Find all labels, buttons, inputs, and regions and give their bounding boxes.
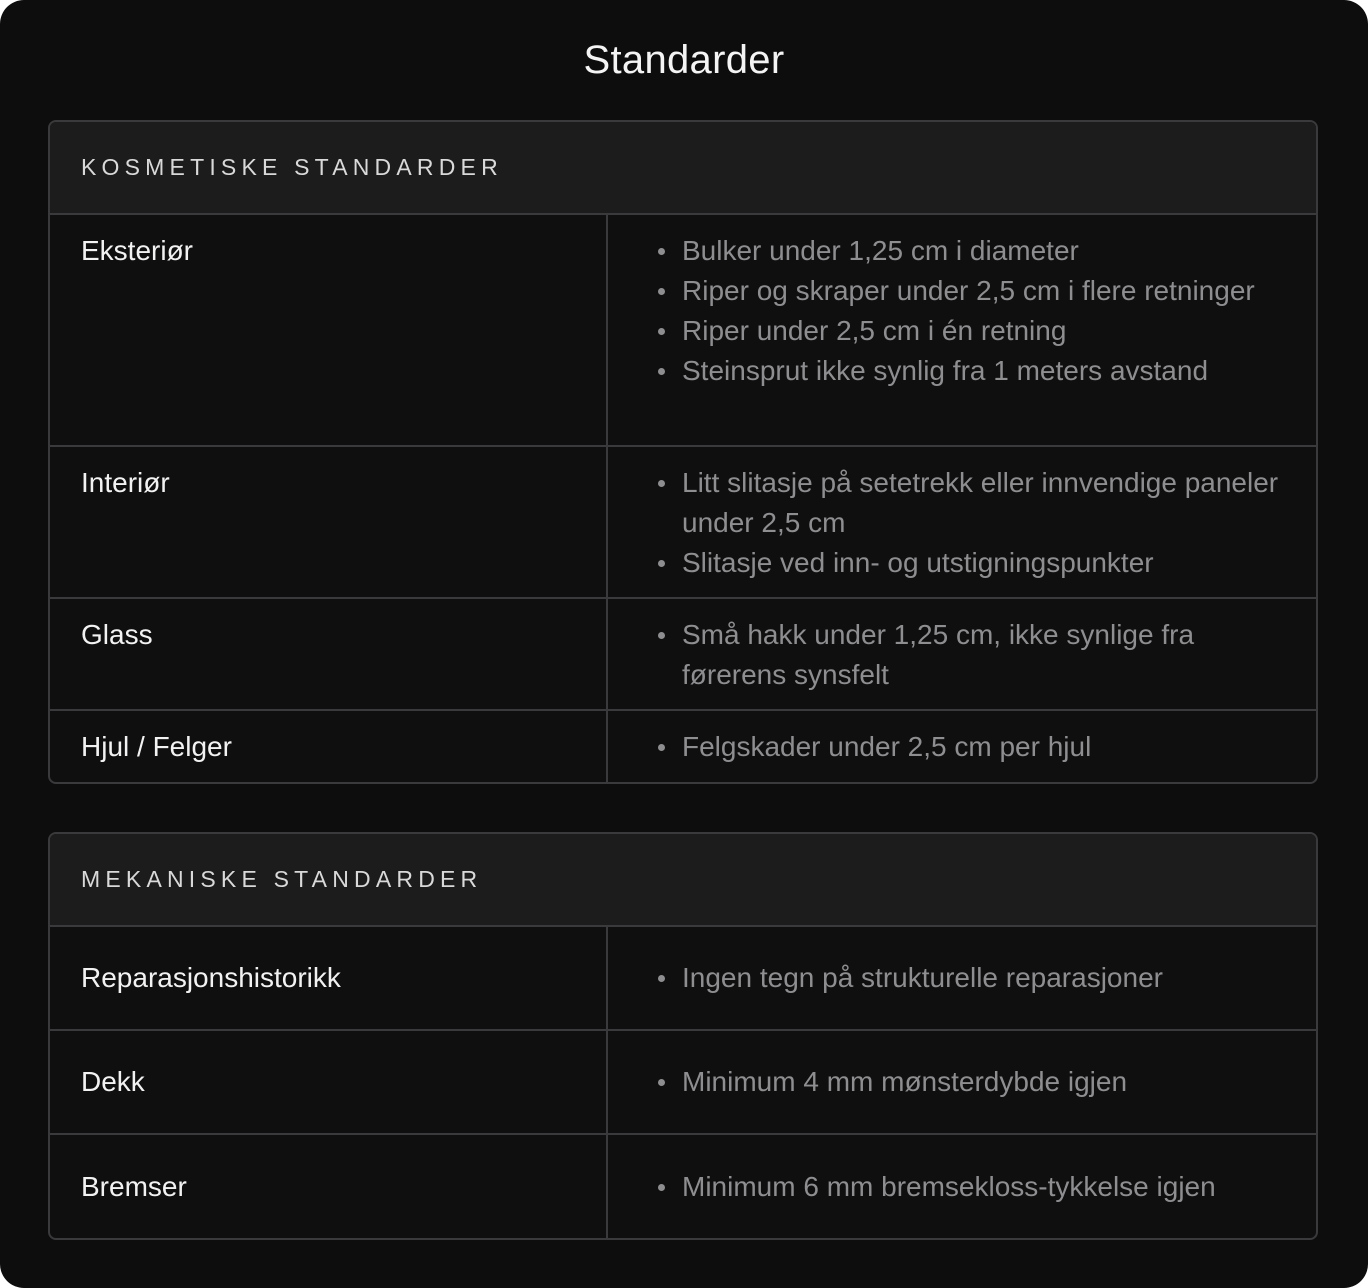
criteria-list bbox=[654, 231, 1296, 391]
table-row bbox=[50, 927, 1316, 1031]
table-row bbox=[50, 1135, 1316, 1239]
table-row bbox=[50, 1031, 1316, 1135]
list-item: Litt slitasje på setetrekk eller innvendige paneler under 2,5 cm bbox=[654, 463, 1296, 543]
criteria-list bbox=[654, 958, 1163, 998]
row-label: Hjul / Felger bbox=[50, 711, 608, 782]
list-item: Bulker under 1,25 cm i diameter bbox=[654, 231, 1296, 271]
table-row bbox=[50, 447, 1316, 599]
criteria-list bbox=[654, 727, 1296, 767]
list-item: Felgskader under 2,5 cm per hjul bbox=[654, 727, 1296, 767]
table-row bbox=[50, 599, 1316, 711]
row-criteria bbox=[608, 711, 1316, 782]
criteria-list bbox=[654, 463, 1296, 583]
row-criteria bbox=[608, 447, 1316, 597]
list-item: Steinsprut ikke synlig fra 1 meters avstand bbox=[654, 351, 1296, 391]
section-header bbox=[50, 122, 1316, 215]
table-row bbox=[50, 711, 1316, 782]
criteria-list bbox=[654, 1062, 1127, 1102]
row-label: Interiør bbox=[50, 447, 608, 597]
section-header-label: KOSMETISKE STANDARDER bbox=[81, 154, 503, 180]
row-criteria bbox=[608, 1135, 1316, 1239]
row-label: Bremser bbox=[50, 1135, 608, 1239]
mechanical-standards-table bbox=[48, 832, 1318, 1240]
row-criteria bbox=[608, 215, 1316, 445]
criteria-list bbox=[654, 615, 1296, 695]
list-item: Små hakk under 1,25 cm, ikke synlige fra førerens synsfelt bbox=[654, 615, 1296, 695]
criteria-list bbox=[654, 1167, 1216, 1207]
page-title: Standarder bbox=[583, 38, 785, 82]
list-item: Slitasje ved inn- og utstigningspunkter bbox=[654, 543, 1296, 583]
list-item: Ingen tegn på strukturelle reparasjoner bbox=[654, 958, 1163, 998]
row-criteria bbox=[608, 927, 1316, 1029]
row-label: Eksteriør bbox=[50, 215, 608, 445]
table-row bbox=[50, 215, 1316, 447]
row-criteria bbox=[608, 599, 1316, 709]
list-item: Riper og skraper under 2,5 cm i flere retninger bbox=[654, 271, 1296, 311]
list-item: Minimum 4 mm mønsterdybde igjen bbox=[654, 1062, 1127, 1102]
row-label: Dekk bbox=[50, 1031, 608, 1133]
row-label: Glass bbox=[50, 599, 608, 709]
cosmetic-standards-table bbox=[48, 120, 1318, 784]
list-item: Minimum 6 mm bremsekloss-tykkelse igjen bbox=[654, 1167, 1216, 1207]
list-item: Riper under 2,5 cm i én retning bbox=[654, 311, 1296, 351]
row-criteria bbox=[608, 1031, 1316, 1133]
section-header bbox=[50, 834, 1316, 927]
section-header-label: MEKANISKE STANDARDER bbox=[81, 866, 483, 892]
row-label: Reparasjonshistorikk bbox=[50, 927, 608, 1029]
